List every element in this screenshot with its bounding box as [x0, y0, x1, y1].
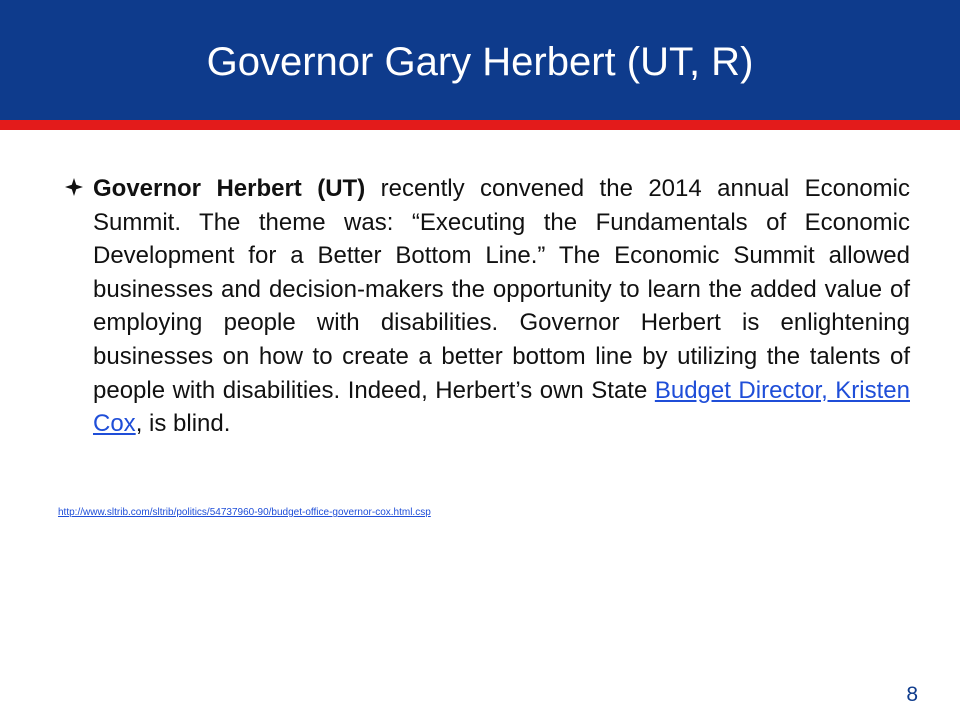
bullet-ending-text: , is blind.	[135, 410, 231, 438]
source-url-link[interactable]: http://www.sltrib.com/sltrib/politics/54737960-90/budget-office-governor-cox.html.csp	[58, 507, 431, 518]
header-red-stripe	[0, 120, 960, 130]
bullet-paragraph	[93, 172, 910, 441]
slide-title: Governor Gary Herbert (UT, R)	[206, 40, 754, 84]
diamond-bullet-icon	[64, 177, 84, 197]
bullet-lead-text: Governor Herbert (UT)	[93, 175, 366, 202]
budget-director-link[interactable]: Budget Director, Kristen Cox	[93, 376, 910, 438]
bullet-body-text: recently convened the 2014 annual Economic Summit. The theme was: “Executing the Fundamentals of Economic Development for a Better Bottom Line.” The Economic Summit allowed businesses and decision-makers the opportunity to learn the added value of employing people with disabilities. Governor Herbert is enlightening businesses on how to create a better bottom line by utilizing the talents of people with disabilities. Indeed, Herbert’s own State	[93, 175, 910, 404]
bullet-item	[58, 172, 910, 441]
page-number: 8	[906, 683, 918, 706]
